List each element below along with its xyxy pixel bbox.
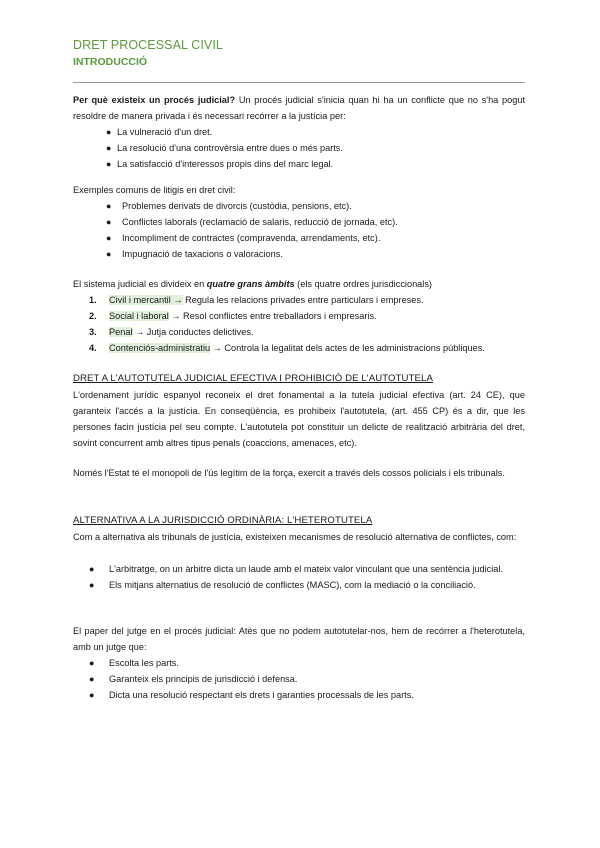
alternativa-list	[73, 561, 525, 593]
document-subtitle: INTRODUCCIÓ	[73, 56, 148, 68]
ambits-intro: El sistema judicial es divideix en quatre grans àmbits (els quatre ordres jurisdiccionals)	[73, 279, 432, 289]
intro-paragraph	[73, 92, 525, 124]
tutela-paragraph-2: Només l'Estat té el monopoli de l'ús legítim de la força, exercit a través dels cossos policials i els tribunals.	[73, 468, 505, 478]
intro-lead: Per què existeix un procés judicial?	[73, 95, 236, 105]
list-item: ● Dicta una resolució respectant els drets i garanties processals de les parts.	[73, 687, 525, 703]
ambits-list	[73, 292, 525, 356]
header-divider	[73, 82, 525, 83]
section-heading-tutela: DRET A L'AUTOTUTELA JUDICIAL EFECTIVA I PROHIBICIÓ DE L'AUTOTUTELA	[73, 373, 433, 384]
list-item: ● La vulneració d'un dret.	[73, 124, 525, 140]
list-item: ● Garanteix els principis de jurisdicció i defensa.	[73, 671, 525, 687]
list-item: 4. Contenciós-administratiu → Controla la legalitat dels actes de les administracions públiques.	[89, 343, 485, 353]
list-item: 2. Social i laboral → Resol conflictes entre treballadors i empresaris.	[89, 311, 377, 321]
ambit-label: Contenciós-administratiu	[109, 343, 211, 353]
intro-list	[73, 124, 525, 172]
bullet-icon: ●	[89, 580, 95, 590]
list-item: ● Incompliment de contractes (compravenda, arrendaments, etc).	[73, 230, 525, 246]
section-heading-alternativa: ALTERNATIVA A LA JURISDICCIÓ ORDINÀRIA: L'HETEROTUTELA	[73, 515, 373, 526]
list-item: ● Conflictes laborals (reclamació de salaris, reducció de jornada, etc).	[73, 214, 525, 230]
list-item: ● La satisfacció d'interessos propis dins del marc legal.	[73, 156, 525, 172]
examples-heading: Exemples comuns de litigis en dret civil:	[73, 185, 236, 195]
bullet-icon: ●	[106, 233, 112, 243]
alternativa-paragraph-1: Com a alternativa als tribunals de justícia, existeixen mecanismes de resolució alternativa de conflictes, com:	[73, 532, 517, 542]
list-item: ● L'arbitratge, on un àrbitre dicta un laude amb el mateix valor vinculant que una sentència judicial.	[73, 561, 525, 577]
examples-list	[73, 198, 525, 262]
ambit-label: Civil i mercantil →	[109, 295, 183, 305]
bullet-icon: ●	[106, 249, 112, 259]
document-title: DRET PROCESSAL CIVIL	[73, 38, 223, 52]
bullet-icon: ●	[89, 674, 95, 684]
list-item: 1. Civil i mercantil → Regula les relacions privades entre particulars i empreses.	[89, 295, 424, 305]
alternativa-paragraph-2: El paper del jutge en el procés judicial: Atès que no podem autotutelar-nos, hem de recórrer a l'heterotutela, amb un jutge que:	[73, 626, 525, 652]
tutela-paragraph-1: L'ordenament jurídic espanyol reconeix el dret fonamental a la tutela judicial efectiva (art. 24 CE), que garanteix l'accés a la justícia. En conseqüència, es prohibeix l'autotutela, (art. 455 CP) és a dir, que les persones facin justícia pel seu compte. L'autotutela pot constituir un delicte de realització arbitrària del dret, sovint concurrent amb altres tipus penals (coaccions, amenaces, etc).	[73, 390, 525, 448]
list-item: 3. Penal → Jutja conductes delictives.	[89, 327, 254, 337]
bullet-icon: ●	[89, 658, 95, 668]
list-item: ● Impugnació de taxacions o valoracions.	[73, 246, 525, 262]
bullet-icon: ●	[106, 143, 112, 153]
ambit-label: Penal	[109, 327, 133, 337]
bullet-icon: ●	[89, 690, 95, 700]
bullet-icon: ●	[106, 159, 112, 169]
bullet-icon: ●	[106, 201, 112, 211]
ambit-label: Social i laboral	[109, 311, 169, 321]
bullet-icon: ●	[89, 564, 95, 574]
judge-list	[73, 655, 525, 703]
list-item: ● La resolució d'una controvèrsia entre dues o més parts.	[73, 140, 525, 156]
list-item: ● Els mitjans alternatius de resolució de conflictes (MASC), com la mediació o la conciliació.	[73, 577, 525, 593]
list-item: ● Problemes derivats de divorcis (custòdia, pensions, etc).	[73, 198, 525, 214]
bullet-icon: ●	[106, 127, 112, 137]
list-item: ● Escolta les parts.	[73, 655, 525, 671]
intro-text: Un procés judicial s'inicia quan hi ha un conflicte que no s'ha pogut resoldre de manera privada i és necessari recórrer a la justícia per:	[73, 95, 525, 121]
bullet-icon: ●	[106, 217, 112, 227]
